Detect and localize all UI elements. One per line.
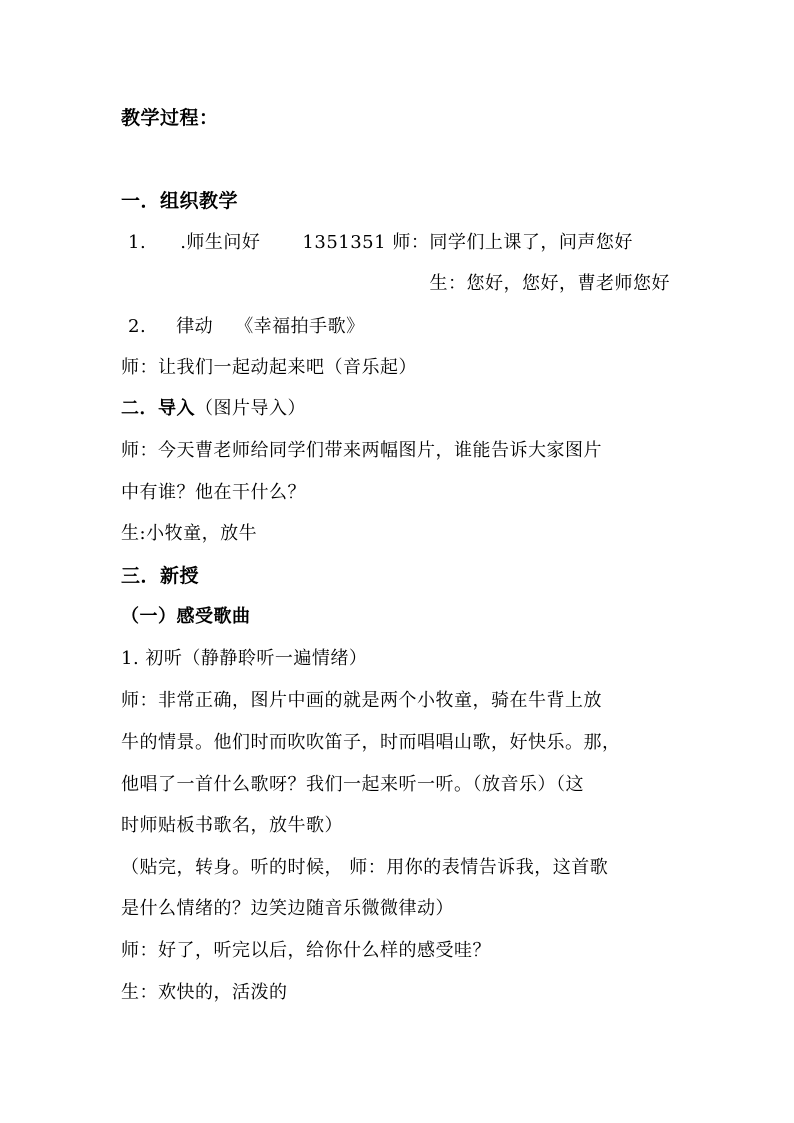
paragraph-1-line-2: 牛的情景。他们时而吹吹笛子，时而唱唱山歌，好快乐。那， [121,732,621,753]
item-1-label: .师生问好 [180,232,261,253]
paragraph-1-line-4: 时师贴板书歌名，放牛歌） [121,815,343,836]
section-2-teacher-line-1: 师：今天曹老师给同学们带来两幅图片，谁能告诉大家图片 [121,440,602,461]
item-2-song: 《幸福拍手歌》 [235,316,365,337]
item-1-student-line: 生：您好，您好，曹老师您好 [429,273,670,294]
section-3-subheading: （一）感受歌曲 [121,606,251,627]
section-3-student-answer: 生：欢快的，活泼的 [121,982,288,1003]
section-2-title-suffix: （图片导入） [195,398,306,419]
item-1-code: 1351351 [302,232,387,253]
section-2-teacher-line-2: 中有谁？他在干什么？ [121,482,306,503]
item-2-number: 2. [128,316,147,337]
section-2-title: 二．导入 [121,398,195,419]
section-2-heading [121,398,681,420]
paragraph-1-line-3: 他唱了一首什么歌呀？我们一起来听一听。（放音乐）（这 [121,774,584,795]
item-2-label: 律动 [176,316,214,337]
section-1-teacher-line: 师：让我们一起动起来吧（音乐起） [121,357,417,378]
item-1-teacher-line: 师：同学们上课了，问声您好 [392,232,633,253]
section-3-teacher-question: 师：好了，听完以后，给你什么样的感受哇？ [121,940,491,961]
section-1-item-1 [128,232,688,254]
page-heading: 教学过程： [121,107,219,129]
paragraph-2-line-1: （贴完，转身。听的时候， 师：用你的表情告诉我，这首歌 [121,857,609,878]
section-3-step-1: 1. 初听（静静聆听一遍情绪） [121,648,368,669]
section-3-title: 三．新授 [121,565,200,587]
section-1-title: 一．组织教学 [121,190,239,212]
paragraph-2-line-2: 是什么情绪的？边笑边随音乐微微律动） [121,898,454,919]
item-1-number: 1. [128,232,147,253]
section-2-student-line: 生:小牧童，放牛 [121,523,258,544]
paragraph-1-line-1: 师：非常正确，图片中画的就是两个小牧童，骑在牛背上放 [121,690,602,711]
section-1-item-2 [128,316,688,338]
